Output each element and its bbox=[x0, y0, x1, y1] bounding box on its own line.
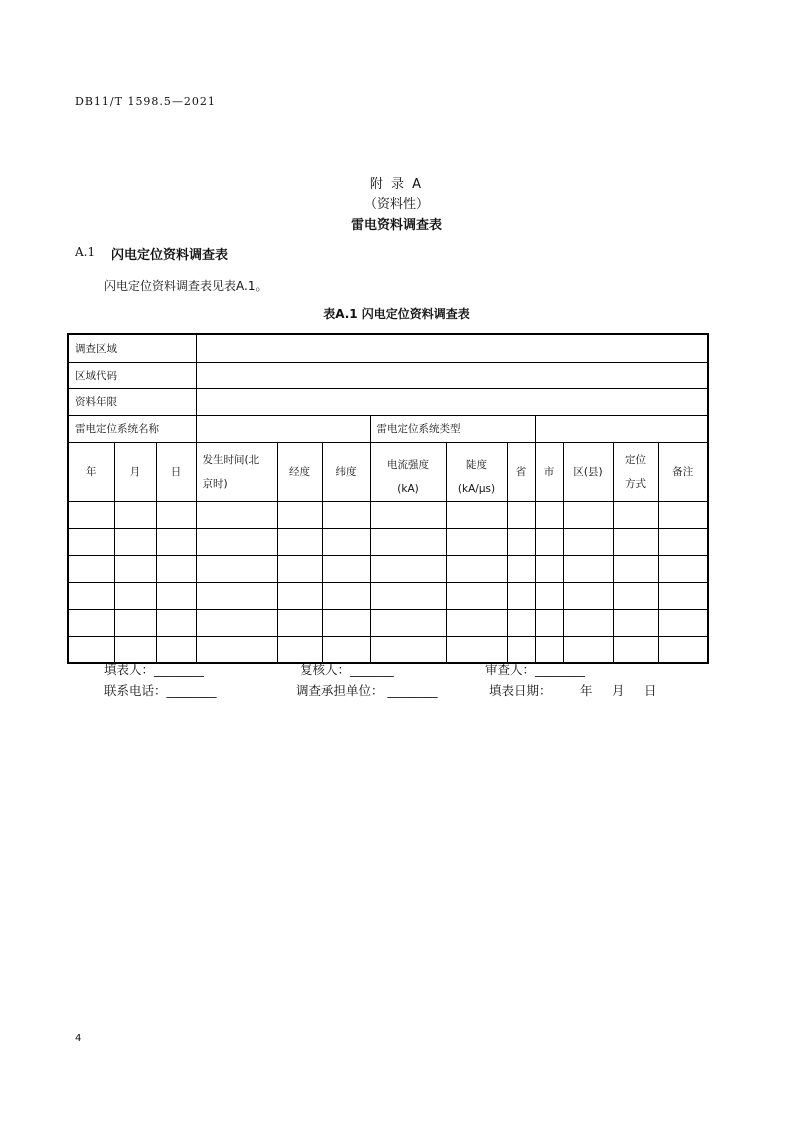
col-district: 区(县) bbox=[563, 442, 613, 501]
table-cell[interactable] bbox=[535, 609, 563, 636]
table-cell[interactable] bbox=[156, 636, 196, 663]
date-year-label: 年 bbox=[580, 683, 593, 698]
table-cell[interactable] bbox=[563, 636, 613, 663]
label-system-type: 雷电定位系统类型 bbox=[370, 415, 535, 442]
table-cell[interactable] bbox=[322, 609, 370, 636]
table-cell[interactable] bbox=[658, 555, 708, 582]
col-province: 省 bbox=[507, 442, 535, 501]
table-cell[interactable] bbox=[535, 501, 563, 528]
reviewer-field: 复核人：_______ bbox=[300, 662, 394, 677]
section-intro: 闪电定位资料调查表见表A.1。 bbox=[104, 279, 268, 293]
field-data-years[interactable] bbox=[196, 388, 708, 415]
table-cell[interactable] bbox=[535, 582, 563, 609]
table-cell[interactable] bbox=[446, 609, 507, 636]
table-cell[interactable] bbox=[277, 609, 322, 636]
appendix-label: 附 录 A bbox=[369, 177, 424, 192]
table-cell[interactable] bbox=[507, 609, 535, 636]
label-system-name: 雷电定位系统名称 bbox=[68, 415, 196, 442]
table-row bbox=[68, 415, 708, 442]
table-cell[interactable] bbox=[114, 636, 156, 663]
table-cell[interactable] bbox=[68, 582, 114, 609]
table-cell[interactable] bbox=[322, 636, 370, 663]
phone-field: 联系电话：________ bbox=[104, 683, 217, 698]
col-remarks: 备注 bbox=[658, 442, 708, 501]
label-data-years: 资料年限 bbox=[68, 388, 196, 415]
auditor-field: 审查人：________ bbox=[485, 662, 586, 677]
date-day-label: 日 bbox=[644, 683, 657, 698]
table-cell[interactable] bbox=[370, 555, 446, 582]
table-cell[interactable] bbox=[277, 528, 322, 555]
table-cell[interactable] bbox=[507, 582, 535, 609]
survey-table bbox=[67, 333, 709, 664]
table-cell[interactable] bbox=[370, 501, 446, 528]
table-cell[interactable] bbox=[563, 555, 613, 582]
table-cell[interactable] bbox=[322, 555, 370, 582]
table-row bbox=[68, 636, 708, 663]
table-cell[interactable] bbox=[196, 555, 277, 582]
field-survey-region[interactable] bbox=[196, 334, 708, 362]
column-header-row bbox=[68, 442, 708, 501]
table-cell[interactable] bbox=[277, 636, 322, 663]
table-cell[interactable] bbox=[277, 555, 322, 582]
table-cell[interactable] bbox=[658, 636, 708, 663]
col-day: 日 bbox=[156, 442, 196, 501]
table-cell[interactable] bbox=[446, 501, 507, 528]
table-cell[interactable] bbox=[535, 636, 563, 663]
table-cell[interactable] bbox=[613, 501, 658, 528]
field-region-code[interactable] bbox=[196, 362, 708, 388]
fill-date-label: 填表日期： bbox=[489, 683, 552, 698]
table-cell[interactable] bbox=[613, 609, 658, 636]
table-cell[interactable] bbox=[563, 609, 613, 636]
table-cell[interactable] bbox=[68, 528, 114, 555]
table-cell[interactable] bbox=[370, 609, 446, 636]
unit-field: 调查承担单位： ________ bbox=[296, 683, 438, 698]
table-cell[interactable] bbox=[535, 555, 563, 582]
filler-field: 填表人：________ bbox=[104, 662, 205, 677]
table-cell[interactable] bbox=[114, 501, 156, 528]
table-cell[interactable] bbox=[114, 609, 156, 636]
table-cell[interactable] bbox=[322, 501, 370, 528]
table-cell[interactable] bbox=[507, 528, 535, 555]
table-cell[interactable] bbox=[535, 528, 563, 555]
page-number: 4 bbox=[75, 1033, 82, 1044]
table-cell[interactable] bbox=[446, 555, 507, 582]
table-row bbox=[68, 582, 708, 609]
table-cell[interactable] bbox=[563, 528, 613, 555]
table-cell[interactable] bbox=[613, 636, 658, 663]
table-cell[interactable] bbox=[196, 609, 277, 636]
table-cell[interactable] bbox=[507, 501, 535, 528]
table-cell[interactable] bbox=[507, 636, 535, 663]
table-cell[interactable] bbox=[446, 636, 507, 663]
table-cell[interactable] bbox=[613, 528, 658, 555]
table-row bbox=[68, 555, 708, 582]
table-cell[interactable] bbox=[156, 528, 196, 555]
table-cell[interactable] bbox=[370, 528, 446, 555]
table-row bbox=[68, 388, 708, 415]
col-city: 市 bbox=[535, 442, 563, 501]
table-cell[interactable] bbox=[658, 609, 708, 636]
table-cell[interactable] bbox=[658, 528, 708, 555]
table-row bbox=[68, 362, 708, 388]
table-cell[interactable] bbox=[156, 555, 196, 582]
col-steepness: 陡度 (kA/μs) bbox=[446, 442, 507, 501]
table-cell[interactable] bbox=[68, 555, 114, 582]
table-cell[interactable] bbox=[563, 582, 613, 609]
table-cell[interactable] bbox=[156, 501, 196, 528]
table-cell[interactable] bbox=[114, 582, 156, 609]
table-cell[interactable] bbox=[446, 582, 507, 609]
table-row bbox=[68, 334, 708, 362]
section-number: A.1 bbox=[75, 245, 96, 259]
table-cell[interactable] bbox=[68, 501, 114, 528]
table-cell[interactable] bbox=[156, 609, 196, 636]
col-method: 定位 方式 bbox=[613, 442, 658, 501]
label-region-code: 区域代码 bbox=[68, 362, 196, 388]
table-cell[interactable] bbox=[370, 582, 446, 609]
col-latitude: 纬度 bbox=[322, 442, 370, 501]
table-cell[interactable] bbox=[196, 582, 277, 609]
table-cell[interactable] bbox=[68, 636, 114, 663]
col-month: 月 bbox=[114, 442, 156, 501]
appendix-title: 雷电资料调查表 bbox=[350, 218, 442, 233]
section-title: 闪电定位资料调查表 bbox=[111, 248, 229, 263]
table-cell[interactable] bbox=[196, 501, 277, 528]
appendix-nature: （资料性） bbox=[363, 197, 429, 212]
table-cell[interactable] bbox=[196, 636, 277, 663]
table-cell[interactable] bbox=[507, 555, 535, 582]
date-month-label: 月 bbox=[612, 683, 625, 698]
table-cell[interactable] bbox=[563, 501, 613, 528]
table-cell[interactable] bbox=[446, 528, 507, 555]
table-cell[interactable] bbox=[114, 528, 156, 555]
label-survey-region: 调查区域 bbox=[68, 334, 196, 362]
table-cell[interactable] bbox=[613, 555, 658, 582]
table-cell[interactable] bbox=[322, 582, 370, 609]
table-row bbox=[68, 528, 708, 555]
col-year: 年 bbox=[68, 442, 114, 501]
col-time: 发生时间(北 京时) bbox=[196, 442, 277, 501]
table-cell[interactable] bbox=[196, 528, 277, 555]
table-cell[interactable] bbox=[658, 501, 708, 528]
col-current: 电流强度 (kA) bbox=[370, 442, 446, 501]
field-system-name[interactable] bbox=[196, 415, 370, 442]
table-cell[interactable] bbox=[68, 609, 114, 636]
table-cell[interactable] bbox=[322, 528, 370, 555]
col-longitude: 经度 bbox=[277, 442, 322, 501]
table-row bbox=[68, 609, 708, 636]
table-cell[interactable] bbox=[277, 582, 322, 609]
table-cell[interactable] bbox=[277, 501, 322, 528]
field-system-type[interactable] bbox=[535, 415, 708, 442]
document-code: DB11/T 1598.5—2021 bbox=[75, 95, 216, 108]
table-cell[interactable] bbox=[114, 555, 156, 582]
table-cell[interactable] bbox=[658, 582, 708, 609]
table-caption: 表A.1 闪电定位资料调查表 bbox=[323, 307, 470, 321]
table-cell[interactable] bbox=[370, 636, 446, 663]
table-row bbox=[68, 501, 708, 528]
table-cell[interactable] bbox=[613, 582, 658, 609]
table-cell[interactable] bbox=[156, 582, 196, 609]
